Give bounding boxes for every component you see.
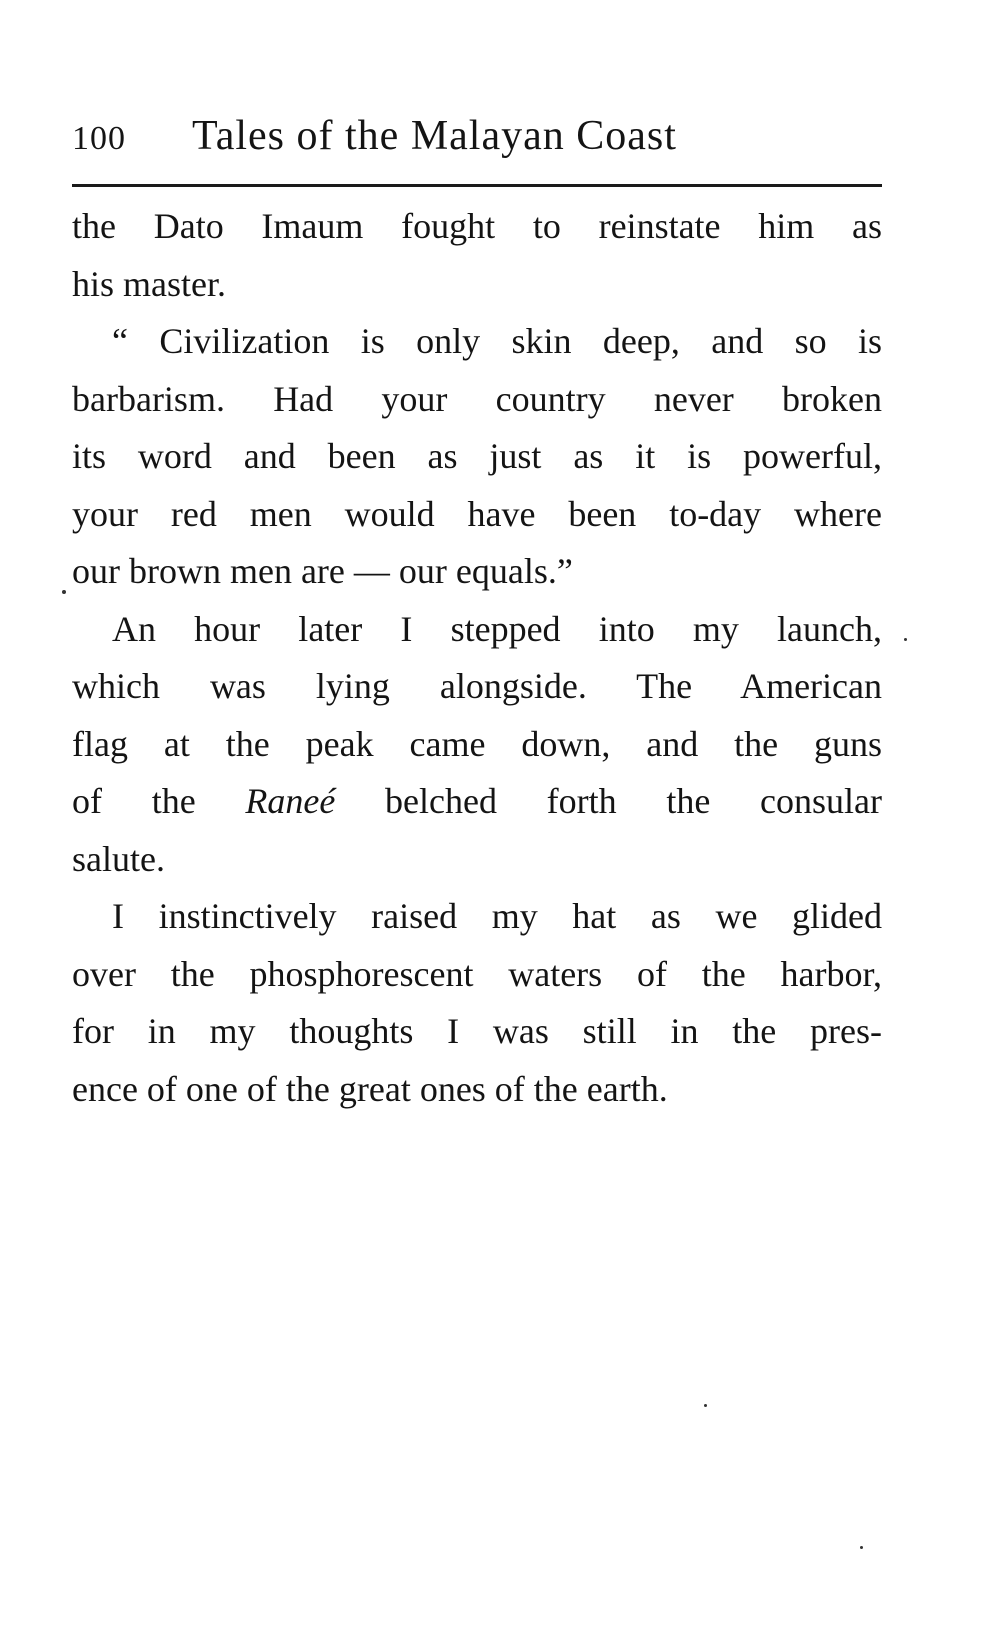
ship-name: Raneé (245, 781, 336, 821)
header-rule (72, 184, 882, 187)
text-line: his master. (72, 263, 226, 304)
text-line: for in my thoughts I was still in the pres- (72, 1011, 882, 1051)
text-line: the Dato Imaum fought to reinstate him as (72, 206, 882, 246)
body-text (72, 198, 882, 1118)
text-line: barbarism. Had your country never broken (72, 378, 882, 419)
running-head (72, 108, 880, 164)
page-number: 100 (72, 120, 126, 157)
text-line: our brown men are — our equals.” (72, 551, 573, 591)
text-line: An hour later I stepped into my launch, (112, 608, 882, 649)
scan-speck (704, 1404, 707, 1407)
text-line: flag at the peak came down, and the guns (72, 723, 882, 764)
running-title: Tales of the Malayan Coast (192, 113, 677, 159)
ranee-line-after: belched forth the consular (385, 781, 882, 821)
scan-speck (62, 590, 66, 594)
text-line-ranee (72, 773, 882, 831)
text-line: its word and been as just as it is powerful, (72, 436, 882, 476)
scan-speck (860, 1546, 863, 1549)
text-line: which was lying alongside. The American (72, 666, 882, 706)
text-line: ence of one of the great ones of the earth. (72, 1068, 668, 1109)
ranee-line-before: of the (72, 781, 196, 821)
text-line: your red men would have been to-day where (72, 493, 882, 534)
text-line: “ Civilization is only skin deep, and so is (112, 321, 882, 361)
text-line: salute. (72, 838, 165, 879)
text-line: I instinctively raised my hat as we glided (112, 896, 882, 936)
scan-speck (904, 638, 907, 641)
text-line: over the phosphorescent waters of the harbor, (72, 953, 882, 994)
